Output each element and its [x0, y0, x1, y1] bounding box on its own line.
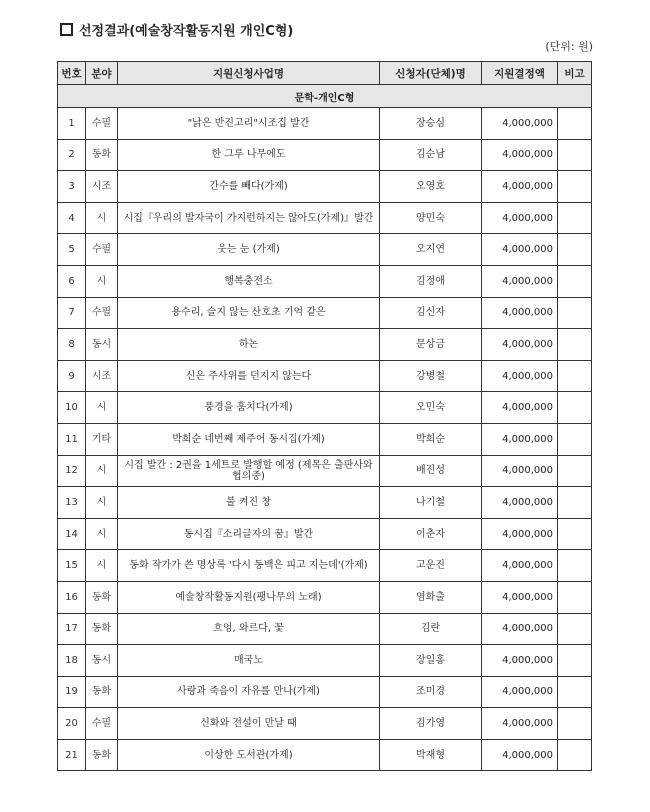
row-project: "낡은 반진고리"시조집 발간	[118, 108, 380, 140]
row-amount: 4,000,000	[482, 613, 558, 645]
row-applicant: 김가영	[380, 708, 482, 740]
header-no: 번호	[58, 62, 86, 85]
row-project: 박희순 네번째 제주어 동시집(가제)	[118, 423, 380, 455]
section-row	[58, 85, 592, 108]
row-number: 3	[58, 171, 86, 203]
row-amount: 4,000,000	[482, 392, 558, 424]
row-note	[558, 423, 592, 455]
row-applicant: 김란	[380, 613, 482, 645]
row-note	[558, 708, 592, 740]
row-note	[558, 234, 592, 266]
row-number: 7	[58, 297, 86, 329]
table-row	[58, 392, 592, 424]
row-project: 행복충전소	[118, 265, 380, 297]
row-number: 15	[58, 550, 86, 582]
row-amount: 4,000,000	[482, 550, 558, 582]
header-note: 비고	[558, 62, 592, 85]
row-applicant: 나기철	[380, 487, 482, 519]
row-project: 이상한 도서관(가제)	[118, 739, 380, 771]
table-row	[58, 645, 592, 677]
table-row	[58, 329, 592, 361]
row-note	[558, 455, 592, 487]
row-applicant: 박재형	[380, 739, 482, 771]
row-project: 신은 주사위를 던지지 않는다	[118, 360, 380, 392]
header-applicant: 신청자(단체)명	[380, 62, 482, 85]
row-note	[558, 518, 592, 550]
row-note	[558, 645, 592, 677]
row-amount: 4,000,000	[482, 234, 558, 266]
row-field: 시	[86, 265, 118, 297]
table-row	[58, 202, 592, 234]
row-number: 18	[58, 645, 86, 677]
row-amount: 4,000,000	[482, 423, 558, 455]
row-project: 동시집『소리글자의 꿈』발간	[118, 518, 380, 550]
row-note	[558, 360, 592, 392]
row-number: 4	[58, 202, 86, 234]
table-row	[58, 234, 592, 266]
row-project: 사랑과 죽음이 자유를 만나(가제)	[118, 676, 380, 708]
row-project: 간수를 빼다(가제)	[118, 171, 380, 203]
row-applicant: 오영호	[380, 171, 482, 203]
row-amount: 4,000,000	[482, 739, 558, 771]
row-field: 수필	[86, 708, 118, 740]
row-note	[558, 108, 592, 140]
row-field: 동시	[86, 645, 118, 677]
row-project: 불 켜진 창	[118, 487, 380, 519]
table-row	[58, 297, 592, 329]
row-applicant: 강병철	[380, 360, 482, 392]
row-amount: 4,000,000	[482, 676, 558, 708]
row-field: 기타	[86, 423, 118, 455]
table-row	[58, 676, 592, 708]
row-note	[558, 329, 592, 361]
table-row	[58, 581, 592, 613]
row-applicant: 김정애	[380, 265, 482, 297]
row-note	[558, 613, 592, 645]
row-number: 13	[58, 487, 86, 519]
row-field: 수필	[86, 234, 118, 266]
table-row	[58, 171, 592, 203]
table-row	[58, 265, 592, 297]
row-field: 동화	[86, 739, 118, 771]
row-number: 17	[58, 613, 86, 645]
row-applicant: 김순남	[380, 139, 482, 171]
table-row	[58, 739, 592, 771]
row-field: 동화	[86, 613, 118, 645]
row-applicant: 김신자	[380, 297, 482, 329]
row-applicant: 조미경	[380, 676, 482, 708]
row-applicant: 배진성	[380, 455, 482, 487]
table-row	[58, 360, 592, 392]
row-applicant: 박희순	[380, 423, 482, 455]
row-number: 8	[58, 329, 86, 361]
row-field: 시조	[86, 171, 118, 203]
row-amount: 4,000,000	[482, 265, 558, 297]
row-field: 시	[86, 202, 118, 234]
row-field: 수필	[86, 297, 118, 329]
row-number: 16	[58, 581, 86, 613]
row-note	[558, 139, 592, 171]
row-project: 풍경을 훔치다(가제)	[118, 392, 380, 424]
row-field: 동시	[86, 329, 118, 361]
row-field: 시조	[86, 360, 118, 392]
table-row	[58, 550, 592, 582]
row-number: 10	[58, 392, 86, 424]
unit-label: (단위: 원)	[545, 40, 593, 53]
row-note	[558, 487, 592, 519]
row-amount: 4,000,000	[482, 297, 558, 329]
row-project: 예술창작활동지원(팽나무의 노래)	[118, 581, 380, 613]
row-amount: 4,000,000	[482, 487, 558, 519]
row-amount: 4,000,000	[482, 139, 558, 171]
table-row	[58, 613, 592, 645]
row-applicant: 오민숙	[380, 392, 482, 424]
row-number: 5	[58, 234, 86, 266]
row-note	[558, 392, 592, 424]
row-project: 신화와 전설이 만날 때	[118, 708, 380, 740]
row-applicant: 고운진	[380, 550, 482, 582]
row-note	[558, 581, 592, 613]
row-field: 수필	[86, 108, 118, 140]
row-amount: 4,000,000	[482, 171, 558, 203]
row-applicant: 양민숙	[380, 202, 482, 234]
row-amount: 4,000,000	[482, 518, 558, 550]
row-amount: 4,000,000	[482, 202, 558, 234]
row-field: 동화	[86, 676, 118, 708]
row-number: 6	[58, 265, 86, 297]
document-title	[60, 20, 293, 39]
checkbox-square-icon	[60, 23, 73, 36]
row-applicant: 이춘자	[380, 518, 482, 550]
row-number: 1	[58, 108, 86, 140]
title-text: 선정결과(예술창작활동지원 개인C형)	[79, 24, 294, 39]
table-row	[58, 139, 592, 171]
row-amount: 4,000,000	[482, 645, 558, 677]
header-amount: 지원결정액	[482, 62, 558, 85]
row-applicant: 장일홍	[380, 645, 482, 677]
row-field: 시	[86, 392, 118, 424]
row-field: 시	[86, 487, 118, 519]
row-amount: 4,000,000	[482, 329, 558, 361]
row-note	[558, 676, 592, 708]
row-number: 14	[58, 518, 86, 550]
row-amount: 4,000,000	[482, 581, 558, 613]
header-row	[58, 62, 592, 85]
table-row	[58, 487, 592, 519]
row-number: 12	[58, 455, 86, 487]
row-number: 21	[58, 739, 86, 771]
row-project: 웃는 눈 (가제)	[118, 234, 380, 266]
table-row	[58, 708, 592, 740]
table-row	[58, 108, 592, 140]
row-amount: 4,000,000	[482, 708, 558, 740]
row-field: 시	[86, 518, 118, 550]
row-project: 용수리, 슬지 않는 산호초 기억 같은	[118, 297, 380, 329]
section-label: 문학-개인C형	[58, 85, 592, 108]
row-project: 시집『우리의 발자국이 가지런하지는 않아도(가제)』발간	[118, 202, 380, 234]
row-field: 시	[86, 455, 118, 487]
row-note	[558, 265, 592, 297]
header-field: 분야	[86, 62, 118, 85]
table-row	[58, 455, 592, 487]
table-row	[58, 518, 592, 550]
row-note	[558, 171, 592, 203]
row-project: 매국노	[118, 645, 380, 677]
row-project: 시집 발간 : 2권을 1세트로 발행할 예정 (제목은 출판사와 협의중)	[118, 455, 380, 487]
row-amount: 4,000,000	[482, 455, 558, 487]
row-number: 19	[58, 676, 86, 708]
row-number: 2	[58, 139, 86, 171]
row-field: 동화	[86, 581, 118, 613]
table-row	[58, 423, 592, 455]
row-project: 하논	[118, 329, 380, 361]
header-project: 지원신청사업명	[118, 62, 380, 85]
row-applicant: 오지연	[380, 234, 482, 266]
row-project: 한 그루 나무에도	[118, 139, 380, 171]
row-note	[558, 550, 592, 582]
row-number: 11	[58, 423, 86, 455]
row-number: 9	[58, 360, 86, 392]
row-note	[558, 297, 592, 329]
row-number: 20	[58, 708, 86, 740]
row-field: 시	[86, 550, 118, 582]
row-applicant: 염화출	[380, 581, 482, 613]
selection-results-table	[57, 61, 592, 771]
row-project: 동화 작가가 쓴 명상록 '다시 동백은 피고 지는데'(가제)	[118, 550, 380, 582]
row-note	[558, 739, 592, 771]
row-applicant: 문상금	[380, 329, 482, 361]
row-amount: 4,000,000	[482, 360, 558, 392]
row-field: 동화	[86, 139, 118, 171]
row-project: 흐엉, 와르다, 꽃	[118, 613, 380, 645]
row-applicant: 장승심	[380, 108, 482, 140]
row-amount: 4,000,000	[482, 108, 558, 140]
row-note	[558, 202, 592, 234]
